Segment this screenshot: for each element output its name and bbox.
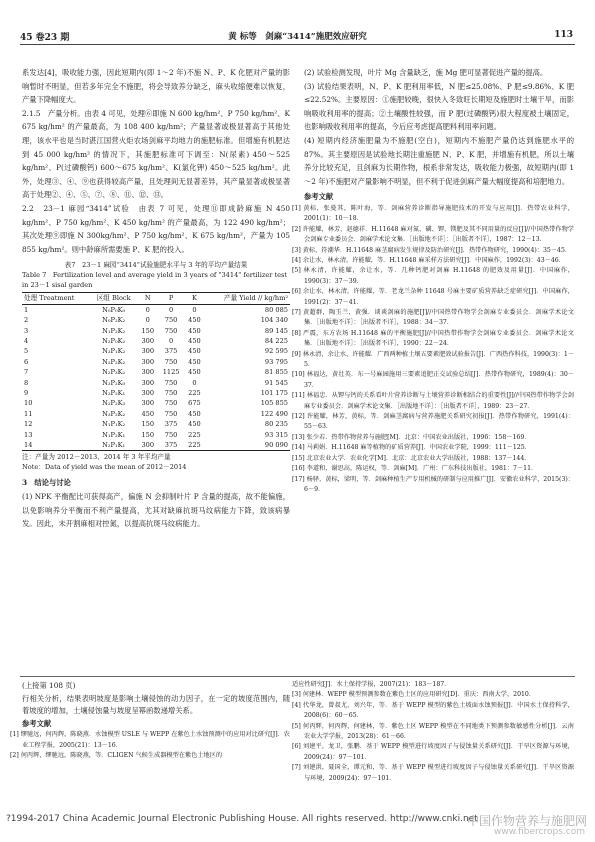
- page-number: 113: [554, 30, 573, 40]
- reference-item: [4] 余让水，林永清，许能耀，等．H.11648 麻采样方法研究[J]．中国麻作，1992(3)：43－46．: [292, 256, 565, 264]
- reference-item: [7] 刘建洪，聂国全，谭元和，等．基于 WEPP 模型进行坡度因子与侵蚀量关系研究[J]．干旱区资源与环境，2009(24)：97－101．: [292, 764, 574, 782]
- table-cell: 300: [141, 357, 155, 366]
- table-cell: 89 145: [264, 326, 288, 335]
- table-7: [22, 260, 290, 472]
- table-cell: 2: [24, 316, 29, 325]
- column-header: 区组 Block: [96, 294, 131, 303]
- yield-table: [22, 292, 290, 451]
- table-cell: N₁P₂K₁: [102, 430, 126, 439]
- reference-item: [11] 林福忠．从钾与钙的关系看叶片营养诊断与土壤营养诊断相结合的重要性[J]//中国热带作物学会剑麻专业委员会．剑麻学术论文集．［出版地不详］：［出版者不详］，1989：23－27．: [292, 392, 574, 410]
- table-cell: 150: [141, 326, 155, 335]
- table-cell: 150: [141, 420, 155, 429]
- table-cell: 84 225: [264, 336, 288, 345]
- table-caption-cn: 表7 23－1 麻园“3414”试验施肥水平与 3 年的平均产量结果: [64, 261, 248, 270]
- journal-volume: 45 卷23 期: [20, 33, 70, 43]
- reference-item: [15] 北京农业大学．农业化学[M]．北京：北京农业大学出版社，1988：137－144．: [292, 454, 531, 462]
- reference-item: [3] 何建林．WEPP 模型预测参数在紫色土区的应用研究[D]．重庆：西南大学，2010．: [292, 691, 536, 699]
- table-cell: 750: [164, 316, 178, 325]
- section-title: 3 结论与讨论: [22, 478, 71, 488]
- references-title: 参考文献: [22, 718, 52, 728]
- reference-item: [10] 林福达，黄壮英．东一号麻园施用三要素追肥正交试验总结[J]．热带作物研究，1989(4)：30－37．: [292, 371, 574, 389]
- paragraph-conclusion-4: (4) 短期内经济施肥量为不施肥(空白)，短期内不施肥产量仍达到施肥水平的 87%。其主要原因是试验地长期注重施肥 N、P、K 肥，并增施有机肥，所以土壤养分比较充足，且剑麻为长期作物，根系非常发达，吸收能力极强，故短期内(即 1～2 年)不施肥对产量影响不明显，但不利于促进剑麻产量大幅度提高和培肥地力。: [304, 135, 574, 186]
- bottom-right-column: [292, 680, 574, 784]
- table-cell: 11: [24, 409, 33, 418]
- table-cell: 450: [188, 336, 201, 345]
- reference-item: [14] 马莉娟．H.11648 麻等植物的矿质营养[J]．中国农业学院，1999：111－125．: [292, 444, 531, 452]
- reference-item: [5] 林永清，许能耀，余让水，等．几种钙肥对剑麻 H.11648 的肥效及用量[J]．中国麻作，1990(3)：37－39．: [292, 267, 574, 285]
- table-cell: N₂P₂K₁: [102, 388, 126, 397]
- reference-list: [292, 680, 574, 784]
- table-cell: 0: [169, 336, 174, 345]
- table-cell: 750: [164, 357, 178, 366]
- table-cell: 5: [24, 347, 29, 356]
- reference-item: [2] 何丙辉，缪驰远，陈晓燕，等．CLIGEN 气候生成器模型在紫色土地区的: [10, 752, 223, 760]
- table-cell: 93 795: [264, 357, 288, 366]
- table-cell: 375: [164, 441, 178, 449]
- table-cell: 450: [188, 326, 201, 335]
- table-cell: 14: [24, 441, 33, 449]
- table-note-cn: 注：产量为 2012－2013、2014 年 3 年平均产量: [22, 453, 171, 462]
- table-cell: 0: [145, 316, 150, 325]
- column-header: K: [191, 294, 197, 303]
- table-cell: 7: [24, 368, 29, 377]
- table-cell: 450: [188, 409, 201, 418]
- paragraph-conclusion-1: (1) NPK 平衡配比可获得高产，偏施 N 会抑制叶片 P 含量的提高，故不能偏施，以免影响养分平衡而不利产量提高，尤其对缺麻抗斑马纹病能力下降，致该病暴发。因此，未开割麻相对控氮，以提高抗斑马纹病能力。: [22, 492, 290, 529]
- table-cell: 3: [24, 326, 29, 335]
- table-cell: N₂P₂K₃: [102, 399, 126, 408]
- reference-item: 适应性研究[J]．水土保持学报，2007(21)：183－187．: [292, 681, 451, 688]
- table-cell: 92 595: [264, 347, 288, 356]
- table-cell: 80 235: [264, 420, 288, 429]
- paragraph: 系发达[4]，吸收能力强，因此短期内(即 1～2 年)不施 N、P、K 化肥对产量的影响暂时不明显，但若多年完全不施肥，将会导致养分缺乏，麻头收缩便难以恢复，产量下降幅度大。: [22, 68, 290, 105]
- table-body: [22, 304, 290, 451]
- reference-item: [13] 张少若．热带作物营养与施肥[M]．北京：中国农业出版社，1996：158－169．: [292, 433, 531, 441]
- table-cell: 10: [24, 399, 33, 408]
- table-cell: 450: [188, 347, 201, 356]
- left-column: [22, 66, 290, 531]
- table-cell: 675: [188, 399, 201, 408]
- table-cell: 93 315: [264, 430, 288, 439]
- table-row: [22, 367, 290, 377]
- reference-item: [4] 代华龙，曾叔尤，刘兴年，等．基于 WEPP 模型的紫色土坡面水蚀预报[J]．中国水土保持科学，2008(6)：60－65．: [292, 701, 574, 720]
- table-cell: N₀P₀K₀: [102, 305, 126, 314]
- table-cell: 375: [164, 347, 178, 356]
- watermark-url: www.fibercrops.com: [494, 827, 585, 837]
- watermark: 中国作物营养与施肥网: [466, 814, 587, 828]
- table-cell: 12: [24, 420, 33, 429]
- table-row: [22, 326, 290, 336]
- table-cell: 225: [188, 388, 201, 397]
- running-title: 黄 标等 剑麻“3414”施肥效应研究: [228, 32, 367, 42]
- paragraph-conclusion-3: (3) 试验结果表明，N、P、K 肥利用率低，N 肥≤25.08%、P 肥≤9.86%、K 肥≤22.52%。主要原因：①施肥较晚，很快入冬致旺长期短及施肥时土壤干旱，而影响吸收利用率的提高；②土壤酸性较强，而 P 肥(过磷酸钙)很大程度被土壤固定，也影响吸收利用率的提高，今后应考虑提高肥料利用率问题。: [304, 81, 574, 132]
- table-cell: N₂P₂K₂: [102, 357, 126, 366]
- table-row: [22, 398, 290, 408]
- table-cell: 6: [24, 357, 29, 366]
- reference-item: [16] 李道和，谢思高，陈运权，等．剑麻[M]．广州：广东科技出版社，1981：7－11．: [292, 465, 538, 473]
- table-cell: 122 490: [260, 409, 288, 418]
- table-cell: 750: [164, 326, 178, 335]
- table-cell: 375: [164, 420, 178, 429]
- table-cell: N₀P₂K₂: [102, 316, 126, 325]
- table-cell: 91 545: [264, 378, 288, 387]
- section-divider: [20, 676, 575, 677]
- reference-item: [2] 许能耀，林芳，赵德祥．H.11648 麻对氮、磷、钾、镁肥及其不同用量的反应[J]//中国热带作物学会剑麻专业委员会．剑麻学术论文集．［出版地不详］：［出版者不详］，1987：12－13．: [292, 225, 574, 244]
- table-cell: 13: [24, 430, 33, 439]
- header-rule: [20, 44, 575, 45]
- table-cell: 0: [192, 378, 197, 387]
- table-cell: 300: [141, 347, 155, 356]
- column-header: 处理 Treatment: [24, 294, 75, 303]
- reference-list: [292, 204, 574, 495]
- table-row: [22, 378, 290, 388]
- table-cell: 90 090: [264, 441, 288, 449]
- page-header: [0, 0, 595, 43]
- table-cell: 300: [141, 378, 155, 387]
- table-row: [22, 430, 290, 440]
- reference-item: [17] 杨驿，黄标，梁明，等．剑麻种植生产专用机械的研制与应用推广[J]．安徽农业科学，2015(3)：6－9．: [292, 475, 574, 493]
- column-header: P: [168, 294, 174, 303]
- table-cell: 750: [164, 378, 178, 387]
- table-cell: 0: [145, 305, 150, 314]
- table-cell: N₁P₂K₂: [102, 326, 126, 335]
- table-cell: 1: [24, 305, 29, 314]
- table-cell: N₂P₂K₀: [102, 378, 126, 387]
- table-note-en: Note：Data of yield was the mean of 2012－2014: [22, 463, 187, 472]
- table-cell: N₃P₂K₂: [102, 409, 126, 418]
- table-row: [22, 419, 290, 429]
- table-row: [22, 346, 290, 356]
- table-cell: 450: [188, 368, 201, 377]
- paragraph-conclusion-2: (2) 试验检测发现，叶片 Mg 含量缺乏，施 Mg 肥可显著促进产量的提高。: [304, 68, 548, 77]
- continued-marker: (上接第 108 页): [22, 681, 76, 690]
- table-cell: 0: [169, 305, 174, 314]
- paragraph-23-1-garden: 2.2 23－1 麻园“3414”试验 由表 7 可见，处理⑪即成龄麻施 N 450 kg/hm²、P 750 kg/hm²、K 450 kg/hm² 的产量最高，为 122 490 kg/hm²；其次处理⑨即施 N 300kg/hm²、P 750 kg/hm²、K 675 kg/hm²，产量为 105 855 kg/hm²。则中龄麻所需要施 P、K 肥的投入。: [22, 203, 290, 254]
- page-footer: [0, 804, 595, 842]
- reference-item: [9] 林永清，余让水，许能耀．广西两种植土壤五要素肥效试验报告[J]．广西热作科技，1990(3)：1－5．: [292, 350, 574, 369]
- column-header: N: [144, 294, 151, 303]
- table-cell: 300: [141, 368, 155, 377]
- table-cell: 750: [164, 388, 178, 397]
- reference-item: [8] 严震，东方农场 H.11648 麻的平衡施肥[J]//中国热带作物学会剑麻专业委员会．剑麻学术论文集．［出版地不详］：［出版者不详］，1990：22－24．: [292, 329, 574, 348]
- right-column: [292, 66, 574, 495]
- reference-item: [6] 余让水，林永清，许能耀，等．老龙兰杂种 11648 号麻主要矿质营养缺乏症研究[J]．中国麻作，1991(2)：37－41．: [292, 288, 574, 306]
- reference-item: [6] 刘建平，龙卫，张鹏．基于 WEPP 模型进行坡度因子与侵蚀量关系研究[J]．干旱区资源与环境，2009(24)：97－101．: [292, 743, 574, 761]
- table-cell: 105 855: [260, 399, 288, 408]
- table-cell: 750: [164, 430, 178, 439]
- table-cell: N₂P₁K₁: [102, 441, 126, 449]
- table-cell: 450: [141, 409, 155, 418]
- reference-item: [3] 黄标，符潮华．H.11648 麻茎腐病发生规律及防治研究[J]．热带作物研究，1990(4)：35－45．: [292, 246, 572, 254]
- table-cell: N₂P₁K₂: [102, 347, 126, 356]
- table-cell: 150: [141, 430, 155, 439]
- table-cell: N₁P₁K₂: [102, 420, 126, 429]
- table-cell: 9: [24, 388, 29, 397]
- table-cell: 300: [141, 441, 155, 449]
- table-cell: 104 340: [260, 316, 288, 325]
- column-header: 产量 Yield // kg/hm²: [223, 294, 288, 303]
- table-cell: 450: [188, 420, 201, 429]
- reference-item: [1] 缪驰远，何丙辉，陈晓燕．水蚀模型 USLE 与 WEPP 在紫色土水蚀预测中的应用对比研究[J]．农业工程学报，2005(21)：13－16．: [10, 731, 290, 749]
- copyright-text: ?1994-2017 China Academic Journal Electronic Publishing House. All rights reserved. http://www.cnki.net: [6, 814, 478, 824]
- reference-item: [5] 何丙辉，何丙辉，何建林，等．紫色土区 WEPP 模型在不同地类下预测参数敏感性分析[J]．云南农业大学学报，2013(28)：61－66．: [292, 722, 574, 741]
- table-cell: 750: [164, 399, 178, 408]
- table-cell: 300: [141, 336, 155, 345]
- table-cell: 750: [164, 409, 178, 418]
- table-cell: 300: [141, 399, 155, 408]
- table-cell: 81 855: [264, 368, 288, 377]
- table-row: [22, 440, 290, 451]
- table-cell: N₂P₀K₂: [102, 336, 126, 345]
- table-cell: N₂P₃K₂: [102, 368, 126, 377]
- table-cell: 450: [188, 316, 201, 325]
- bottom-left-column: [10, 680, 290, 762]
- reference-item: [7] 黄超群，陶玉兰，黄强．谈谈剑麻的施肥[J]//中国热带作物学会剑麻专业委员会．剑麻学术论文集．［出版地不详］：［出版者不详］，1988：34－37．: [292, 309, 574, 327]
- table-cell: 225: [188, 430, 201, 439]
- table-header-row: [22, 293, 290, 304]
- table-cell: 450: [188, 357, 201, 366]
- table-cell: 0: [192, 305, 197, 314]
- table-cell: 300: [141, 388, 155, 397]
- table-cell: 101 175: [260, 388, 288, 397]
- table-cell: 1125: [162, 368, 180, 377]
- reference-item: [12] 许能耀，林芳，黄标，等．剑麻茎腐病与营养施肥关系研究初报[J]．热带作物研究，1991(4)：55－63．: [292, 413, 574, 431]
- paragraph: 行相关分析，结果表明坡度是影响土壤侵蚀的动力因子，在一定的坡度范围内，随着坡度的增加，土壤侵蚀量与坡度呈幂函数递增关系。: [22, 693, 290, 716]
- reference-item: [1] 黄标，张曼其，陈叶海，等．剑麻营养诊断指导施肥技术的开发与应用[J]．热带农业科学，2001(1)：10－18．: [292, 204, 574, 223]
- table-cell: 80 085: [264, 305, 288, 314]
- table-row: [22, 336, 290, 346]
- table-caption-en: Table 7 Fertilization level and average yield in 3 years of "3414" fertilizer test in 23－1 sisal garden: [22, 271, 288, 290]
- table-row: [22, 357, 290, 367]
- table-cell: 8: [24, 378, 29, 387]
- table-cell: 4: [24, 336, 29, 345]
- table-row: [22, 388, 290, 398]
- references-title: 参考文献: [304, 192, 334, 202]
- table-row: [22, 409, 290, 419]
- table-cell: 225: [188, 441, 201, 449]
- table-row: [22, 315, 290, 325]
- table-row: [22, 304, 290, 315]
- paragraph-yield-analysis: 2.1.5 产量分析。由表 4 可见，处理⑥即施 N 600 kg/hm²、P 750 kg/hm²、K 675 kg/hm² 的产量最高，为 108 400 kg/hm²；产量显著或极显著高于其他处理，该水平也是当时湛江国营火炬农场剑麻平均地力的施肥标准。但增施有机肥达到 45 000 kg/hm² 的情况下，其施肥标准可下调至：N(尿素) 450～525 kg/hm²、P(过磷酸钙) 600～675 kg/hm²、K(氯化钾) 450～525 kg/hm²。此外，处理③、④、⑨也获得较高产量，且处理间无显著差异，其产量显著或极显著高于处理②、④、⑤、⑦、⑧、⑪、⑫、⑬。: [22, 108, 290, 200]
- reference-list: [10, 730, 290, 761]
